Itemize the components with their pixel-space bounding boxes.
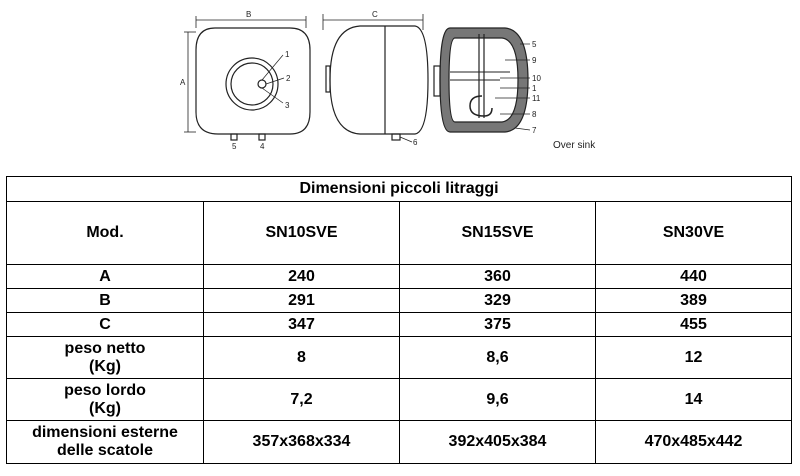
table-cell: 392x405x384 (400, 421, 596, 464)
section-part-9-label: 9 (532, 56, 537, 65)
table-cell: 389 (596, 289, 792, 313)
side-view-labels (372, 10, 418, 147)
part-2-label: 2 (286, 74, 291, 83)
dim-c-label: C (372, 10, 378, 19)
table-cell: 7,2 (204, 379, 400, 421)
table-cell: 8,6 (400, 337, 596, 379)
table-cell: 9,6 (400, 379, 596, 421)
row-label-line: peso lordo (64, 381, 146, 399)
section-part-5-label: 5 (532, 40, 537, 49)
row-label: C (7, 313, 204, 337)
technical-drawing (0, 0, 800, 170)
header-model: Mod. (7, 202, 204, 265)
table-cell: 470x485x442 (596, 421, 792, 464)
table-cell: 440 (596, 265, 792, 289)
part-1-label: 1 (285, 50, 290, 59)
row-label-line: (Kg) (89, 357, 121, 375)
over-sink-caption: Over sink (553, 140, 596, 151)
table-cell: 12 (596, 337, 792, 379)
table-cell: 455 (596, 313, 792, 337)
table-row-a (7, 265, 792, 289)
header-sn30ve: SN30VE (596, 202, 792, 265)
table-cell: 329 (400, 289, 596, 313)
front-view-labels (180, 10, 291, 151)
dimensions-table-wrapper (6, 176, 791, 464)
table-row-c (7, 313, 792, 337)
part-3-label: 3 (285, 101, 290, 110)
front-view (184, 16, 310, 140)
section-part-1-label: 1 (532, 84, 537, 93)
table-cell: 240 (204, 265, 400, 289)
row-label (7, 337, 204, 379)
dim-b-label: B (246, 10, 252, 19)
boiler-diagram-svg (0, 0, 800, 170)
row-label: B (7, 289, 204, 313)
table-cell: 14 (596, 379, 792, 421)
table-row-gross-weight (7, 379, 792, 421)
header-sn15sve: SN15SVE (400, 202, 596, 265)
section-part-11-label: 11 (532, 94, 541, 103)
row-label: A (7, 265, 204, 289)
section-part-7-label: 7 (532, 126, 537, 135)
part-6-label: 6 (413, 138, 418, 147)
section-view (434, 28, 530, 132)
dim-a-label: A (180, 78, 186, 87)
table-title-row (7, 177, 792, 202)
table-row-net-weight (7, 337, 792, 379)
table-cell: 375 (400, 313, 596, 337)
table-cell: 357x368x334 (204, 421, 400, 464)
side-view (323, 14, 428, 142)
table-title: Dimensioni piccoli litraggi (7, 177, 792, 202)
section-part-8-label: 8 (532, 110, 537, 119)
table-row-box-dimensions (7, 421, 792, 464)
row-label (7, 421, 204, 464)
section-part-10-label: 10 (532, 74, 541, 83)
table-header-row (7, 202, 792, 265)
row-label (7, 379, 204, 421)
row-label-line: (Kg) (89, 399, 121, 417)
row-label-line: delle scatole (56, 442, 154, 459)
table-cell: 291 (204, 289, 400, 313)
row-label-line: dimensioni esterne (32, 424, 178, 441)
table-cell: 8 (204, 337, 400, 379)
dimensions-table (6, 176, 792, 464)
table-row-b (7, 289, 792, 313)
table-cell: 360 (400, 265, 596, 289)
header-sn10sve: SN10SVE (204, 202, 400, 265)
part-5-label: 5 (232, 142, 237, 151)
section-view-labels (532, 40, 596, 151)
part-4-label: 4 (260, 142, 265, 151)
row-label-line: peso netto (64, 339, 146, 357)
table-cell: 347 (204, 313, 400, 337)
